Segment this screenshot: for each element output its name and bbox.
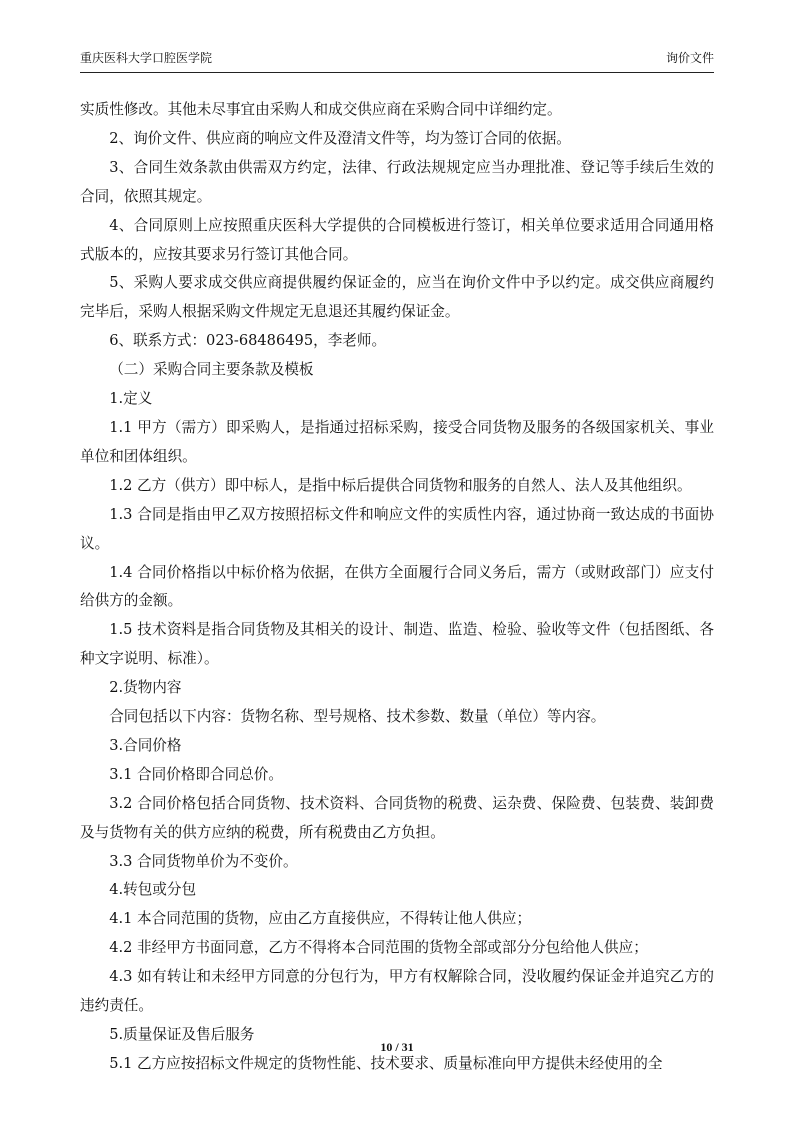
- paragraph-continued: 实质性修改。其他未尽事宜由采购人和成交供应商在采购合同中详细约定。: [80, 101, 562, 118]
- paragraph: 3.1 合同价格即合同总价。: [109, 765, 283, 783]
- paragraph: 5.1 乙方应按招标文件规定的货物性能、技术要求、质量标准向甲方提供未经使用的全: [109, 1054, 663, 1072]
- paragraph: 5、采购人要求成交供应商提供履约保证金的，应当在询价文件中予以约定。成交供应商履约完毕后，采购人根据采购文件规定无息退还其履约保证金。: [80, 274, 714, 321]
- header-doc-type: 询价文件: [665, 51, 714, 65]
- paragraph: 2、询价文件、供应商的响应文件及澄清文件等，均为签订合同的依据。: [109, 129, 571, 147]
- page-number: 10 / 31: [380, 1040, 414, 1054]
- paragraph: 1.4 合同价格指以中标价格为依据，在供方全面履行合同义务后，需方（或财政部门）应支付给供方的金额。: [80, 563, 714, 610]
- paragraph: 4.1 本合同范围的货物，应由乙方直接供应，不得转让他人供应；: [109, 910, 532, 928]
- section-heading: （二）采购合同主要条款及模板: [109, 361, 314, 379]
- paragraph: 3、合同生效条款由供需双方约定，法律、行政法规规定应当办理批准、登记等手续后生效的合同，依照其规定。: [80, 158, 714, 205]
- paragraph: 4.2 非经甲方书面同意，乙方不得将本合同范围的货物全部或部分分包给他人供应；: [109, 939, 648, 957]
- paragraph: 4.3 如有转让和未经甲方同意的分包行为，甲方有权解除合同，没收履约保证金并追究乙方的违约责任。: [80, 968, 714, 1015]
- clause-heading: 2.货物内容: [109, 679, 182, 697]
- clause-heading: 4.转包或分包: [109, 881, 197, 899]
- paragraph: 4、合同原则上应按照重庆医科大学提供的合同模板进行签订，相关单位要求适用合同通用格式版本的，应按其要求另行签订其他合同。: [80, 216, 714, 263]
- document-body: [80, 96, 714, 1079]
- page-header: [80, 46, 714, 73]
- paragraph: 6、联系方式：023-68486495，李老师。: [109, 332, 387, 350]
- paragraph: 1.1 甲方（需方）即采购人，是指通过招标采购，接受合同货物及服务的各级国家机关、事业单位和团体组织。: [80, 418, 714, 465]
- paragraph: 1.3 合同是指由甲乙双方按照招标文件和响应文件的实质性内容，通过协商一致达成的书面协议。: [80, 505, 714, 552]
- paragraph: 1.2 乙方（供方）即中标人，是指中标后提供合同货物和服务的自然人、法人及其他组织。: [109, 476, 692, 494]
- clause-heading: 1.定义: [109, 390, 153, 408]
- clause-heading: 3.合同价格: [109, 736, 182, 754]
- header-institution: 重庆医科大学口腔医学院: [80, 51, 213, 65]
- paragraph: 3.2 合同价格包括合同货物、技术资料、合同货物的税费、运杂费、保险费、包装费、装卸费及与货物有关的供方应纳的税费，所有税费由乙方负担。: [80, 794, 714, 841]
- paragraph: 3.3 合同货物单价为不变价。: [109, 852, 298, 870]
- clause-heading: 5.质量保证及售后服务: [109, 1026, 255, 1043]
- paragraph: 合同包括以下内容：货物名称、型号规格、技术参数、数量（单位）等内容。: [109, 708, 606, 726]
- paragraph: 1.5 技术资料是指合同货物及其相关的设计、制造、监造、检验、验收等文件（包括图纸、各种文字说明、标准）。: [80, 621, 714, 668]
